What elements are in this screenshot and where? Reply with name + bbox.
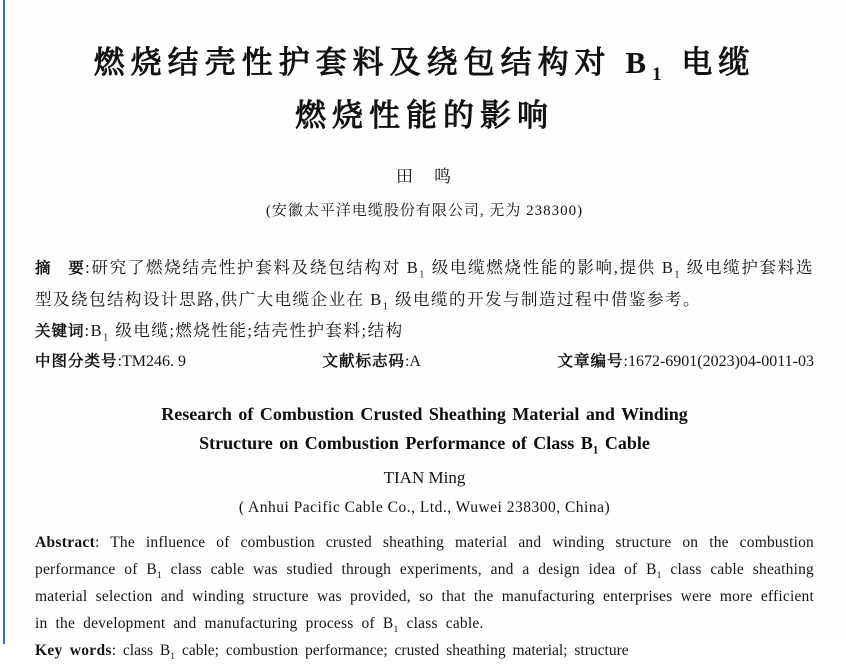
affiliation-cn: (安徽太平洋电缆股份有限公司, 无为 238300): [265, 203, 584, 219]
meta-row: [35, 348, 814, 376]
author-en: TIAN Ming: [383, 468, 466, 487]
clc-field: [35, 348, 186, 376]
article-id-label: 文章编号: [557, 353, 624, 370]
author-cn: 田 鸣: [396, 167, 453, 186]
doc-code-value: :A: [404, 353, 421, 370]
abstract-cn: [35, 252, 814, 315]
abstract-en-text: : The influence of combustion crusted sheathing material and winding structure on the combustion performance of $B_1$ class cable was studied through experiments, and a design idea of $B_1$ class cable sheathing material selection and winding structure was provided, so that the manufacturing enterprises were more efficient in the development and manufacturing process of $B_1$ class cable.: [35, 534, 814, 636]
clc-value: :TM246. 9: [117, 353, 186, 370]
title-en-line1: Research of Combustion Crusted Sheathing Material and Winding: [161, 404, 688, 424]
keywords-cn-label: 关键词: [35, 323, 85, 340]
title-cn: [35, 42, 814, 137]
abstract-en-label: Abstract: [35, 534, 96, 551]
keywords-en: [35, 637, 814, 664]
article-id-value: :1672-6901(2023)04-0011-03: [623, 353, 814, 370]
clc-label: 中图分类号: [35, 353, 118, 370]
keywords-cn: [35, 315, 814, 347]
abstract-cn-text: :研究了燃烧结壳性护套料及绕包结构对 $B_1$ 级电缆燃烧性能的影响,提供 $B_1$ 级电缆护套料选型及绕包结构设计思路,供广大电缆企业在 $B_1$ 级电缆的开发与制造过程中借鉴参考。: [35, 258, 814, 313]
affiliation-en: ( Anhui Pacific Cable Co., Ltd., Wuwei 238300, China): [238, 499, 611, 516]
keywords-cn-text: $:B_1$ 级电缆;燃烧性能;结壳性护套料;结构: [84, 321, 404, 344]
keywords-en-label: Key words: [35, 642, 112, 659]
title-en: [35, 400, 814, 458]
keywords-en-text: : class $B_1$ cable; combustion performance; crusted sheathing material; structure: [111, 642, 629, 663]
title-cn-line1: 燃烧结壳性护套料及绕包结构对 $B_1$ 电缆: [93, 45, 756, 86]
title-en-line2: Structure on Combustion Performance of Class $B_1$ Cable: [199, 433, 650, 457]
left-edge-rule: [3, 0, 5, 644]
abstract-cn-label: 摘 要: [35, 260, 86, 277]
doc-code-field: [322, 348, 421, 376]
doc-code-label: 文献标志码: [322, 353, 405, 370]
abstract-en: [35, 529, 814, 637]
title-cn-line2: 燃烧性能的影响: [295, 98, 554, 133]
article-id-field: [557, 348, 814, 376]
